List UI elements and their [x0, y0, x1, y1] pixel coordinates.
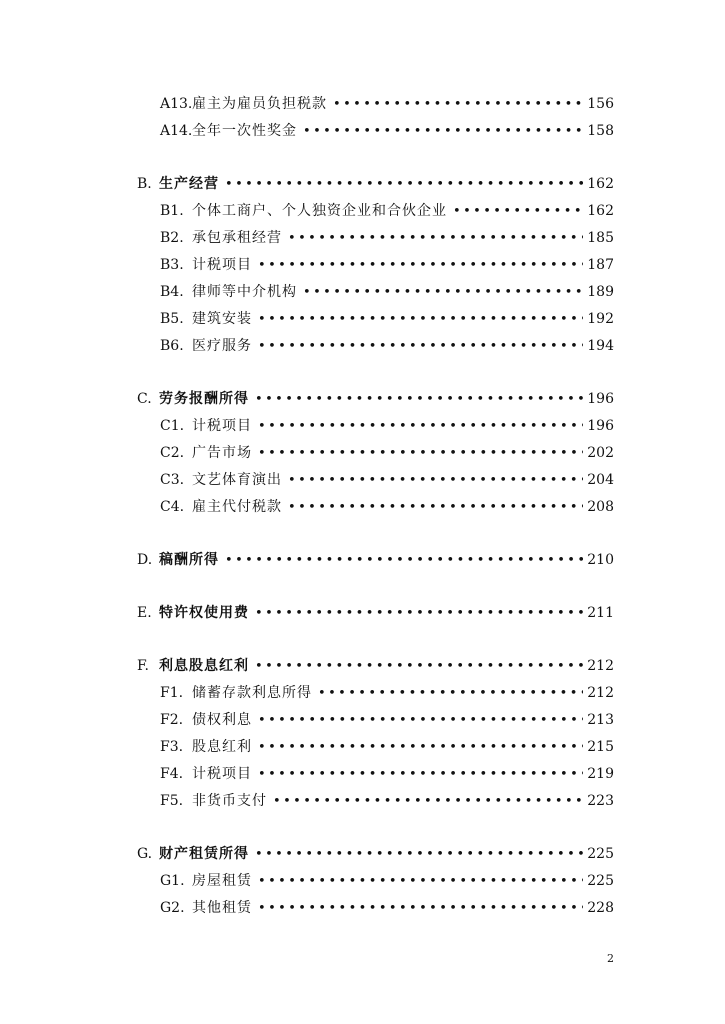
toc-subsection[interactable]: [160, 765, 614, 784]
toc-page-number: 215: [587, 739, 614, 755]
toc-code: B1.: [160, 203, 184, 219]
dot-leader: [258, 311, 583, 329]
toc-subsection[interactable]: [160, 444, 614, 463]
dot-leader: [333, 96, 583, 114]
toc-subsection[interactable]: [160, 256, 614, 275]
page-number: 2: [607, 952, 614, 965]
toc-subsection[interactable]: [160, 229, 614, 248]
toc-code: D.: [137, 552, 153, 568]
toc-title: 承包承租经营: [192, 230, 282, 246]
toc-section[interactable]: [137, 551, 614, 570]
toc-title: 医疗服务: [192, 338, 252, 354]
toc-code: G2.: [160, 900, 185, 916]
toc-subsection[interactable]: [160, 417, 614, 436]
toc-subsection[interactable]: [160, 684, 614, 703]
toc-subsection[interactable]: [160, 899, 614, 918]
toc-code: F3.: [160, 739, 184, 755]
toc-code: B4.: [160, 284, 184, 300]
toc-page-number: 212: [587, 685, 614, 701]
dot-leader: [273, 793, 583, 811]
dot-leader: [258, 338, 583, 356]
dot-leader: [288, 499, 583, 517]
dot-leader: [303, 123, 583, 141]
dot-leader: [225, 176, 583, 194]
dot-leader: [258, 873, 583, 891]
toc-code: C1.: [160, 418, 185, 434]
toc-page-number: 210: [587, 552, 614, 568]
toc-page-number: 187: [587, 257, 614, 273]
toc-title: 个体工商户、个人独资企业和合伙企业: [192, 203, 447, 219]
toc-code: B.: [137, 176, 152, 192]
dot-leader: [303, 284, 583, 302]
toc-section[interactable]: [137, 657, 614, 676]
dot-leader: [255, 846, 583, 864]
toc-subsection[interactable]: [160, 283, 614, 302]
toc-page-number: 196: [587, 391, 614, 407]
toc-code: F2.: [160, 712, 184, 728]
toc-subsection[interactable]: [160, 711, 614, 730]
toc-code: F1.: [160, 685, 184, 701]
dot-leader: [258, 445, 583, 463]
dot-leader: [258, 766, 583, 784]
toc-page-number: 196: [587, 418, 614, 434]
toc-title: 股息红利: [192, 739, 252, 755]
toc-title: 财产租赁所得: [159, 846, 249, 862]
toc-title: 雇主代付税款: [192, 499, 282, 515]
toc-title: 文艺体育演出: [192, 472, 282, 488]
toc-title: 劳务报酬所得: [159, 391, 249, 407]
toc-page-number: 189: [587, 284, 614, 300]
toc-section[interactable]: [137, 390, 614, 409]
toc-page-number: 194: [587, 338, 614, 354]
dot-leader: [258, 257, 583, 275]
toc-page-number: 162: [587, 203, 614, 219]
toc-code: A14.: [160, 123, 193, 139]
toc-code: E.: [137, 605, 152, 621]
toc-title: 广告市场: [192, 445, 252, 461]
toc-subsection[interactable]: [160, 310, 614, 329]
dot-leader: [225, 552, 583, 570]
toc-code: C4.: [160, 499, 185, 515]
toc-code: B5.: [160, 311, 184, 327]
toc-code: F.: [137, 658, 149, 674]
toc-section[interactable]: [137, 175, 614, 194]
toc-subsection[interactable]: [160, 498, 614, 517]
toc-page-number: 185: [587, 230, 614, 246]
toc-code: F5.: [160, 793, 184, 809]
toc-page-number: 223: [587, 793, 614, 809]
toc-title: 其他租赁: [192, 900, 252, 916]
dot-leader: [453, 203, 583, 221]
toc-title: 非货币支付: [192, 793, 267, 809]
toc-title: 利息股息红利: [159, 658, 249, 674]
toc-subsection[interactable]: [160, 738, 614, 757]
dot-leader: [288, 472, 583, 490]
toc-page-number: 213: [587, 712, 614, 728]
toc-page-number: 225: [587, 873, 614, 889]
dot-leader: [258, 900, 583, 918]
toc-title: 律师等中介机构: [192, 284, 297, 300]
toc-title: 债权利息: [192, 712, 252, 728]
toc-page-number: 212: [587, 658, 614, 674]
toc-code: C2.: [160, 445, 185, 461]
toc-title: 生产经营: [159, 176, 219, 192]
toc-title: 建筑安装: [192, 311, 252, 327]
dot-leader: [258, 712, 583, 730]
dot-leader: [258, 739, 583, 757]
toc-page-number: 228: [587, 900, 614, 916]
toc-page-number: 208: [587, 499, 614, 515]
toc-page-number: 225: [587, 846, 614, 862]
toc-subsection[interactable]: [160, 337, 614, 356]
toc-title: 稿酬所得: [159, 552, 219, 568]
toc-section[interactable]: [137, 604, 614, 623]
toc-code: G1.: [160, 873, 185, 889]
toc-page-number: 219: [587, 766, 614, 782]
toc-title: 雇主为雇员负担税款: [192, 96, 327, 112]
toc-title: 计税项目: [192, 418, 252, 434]
toc-subsection[interactable]: [160, 471, 614, 490]
toc-title: 计税项目: [192, 257, 252, 273]
toc-subsection[interactable]: [160, 95, 614, 114]
toc-code: B3.: [160, 257, 184, 273]
toc-title: 房屋租赁: [192, 873, 252, 889]
dot-leader: [255, 605, 583, 623]
dot-leader: [318, 685, 583, 703]
toc-code: B2.: [160, 230, 184, 246]
toc-page-number: 162: [587, 176, 614, 192]
toc-page-number: 211: [587, 605, 614, 621]
toc-subsection[interactable]: [160, 122, 614, 141]
toc-page-number: 158: [587, 123, 614, 139]
toc-code: C3.: [160, 472, 185, 488]
toc-page-number: 202: [587, 445, 614, 461]
toc-subsection[interactable]: [160, 792, 614, 811]
toc-code: A13.: [160, 96, 193, 112]
toc-title: 特许权使用费: [159, 605, 249, 621]
dot-leader: [255, 658, 583, 676]
dot-leader: [288, 230, 583, 248]
toc-section[interactable]: [137, 845, 614, 864]
toc-code: B6.: [160, 338, 184, 354]
toc-code: F4.: [160, 766, 184, 782]
toc-page-number: 156: [587, 96, 614, 112]
toc-subsection[interactable]: [160, 202, 614, 221]
dot-leader: [255, 391, 583, 409]
toc-page-number: 204: [587, 472, 614, 488]
toc-title: 储蓄存款利息所得: [192, 685, 312, 701]
toc-code: C.: [137, 391, 152, 407]
toc-page-number: 192: [587, 311, 614, 327]
toc-code: G.: [137, 846, 153, 862]
dot-leader: [258, 418, 583, 436]
toc-title: 计税项目: [192, 766, 252, 782]
toc-title: 全年一次性奖金: [192, 123, 297, 139]
toc-subsection[interactable]: [160, 872, 614, 891]
